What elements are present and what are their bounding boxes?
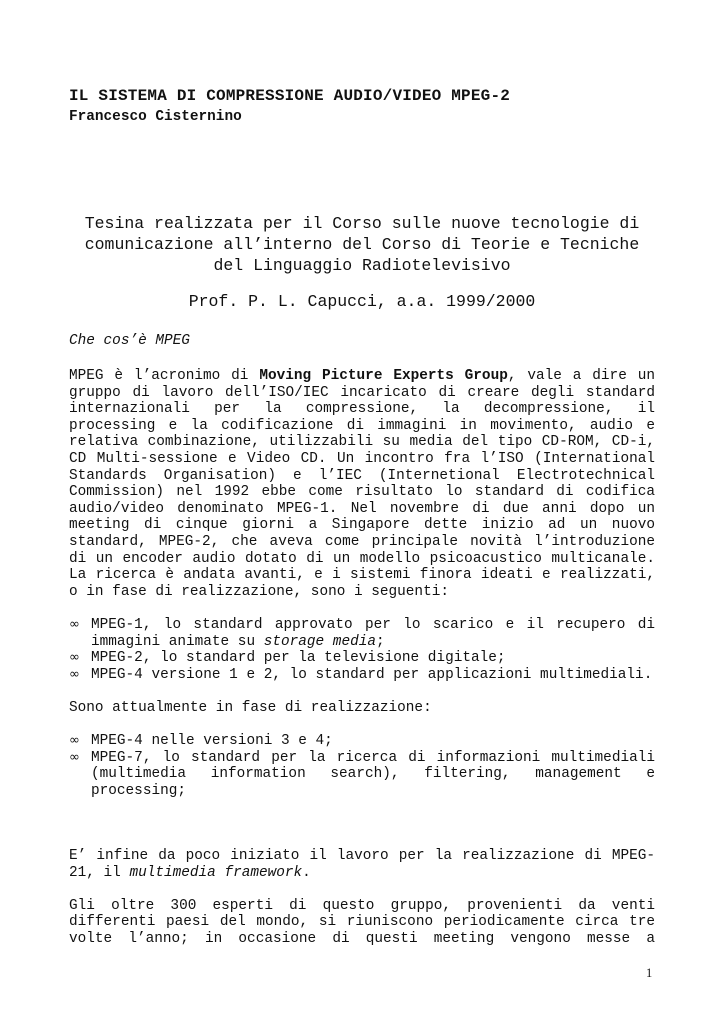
page-number: 1 — [646, 966, 653, 980]
document-title: IL SISTEMA DI COMPRESSIONE AUDIO/VIDEO MPEG-2 — [69, 87, 511, 105]
infinity-bullet-icon: ∞ — [69, 749, 80, 765]
standards-list — [69, 617, 655, 683]
list-item: ∞ MPEG-2, lo standard per la televisione digitale; — [69, 650, 506, 667]
professor-line: Prof. P. L. Capucci, a.a. 1999/2000 — [188, 292, 536, 311]
paragraph-experts: Gli oltre 300 esperti di questo gruppo, provenienti da venti differenti paesi del mondo, si riuniscono periodicamente circa tre volte l’anno; in occasione di questi meeting vengono messe a — [69, 897, 655, 947]
list-item: ∞ MPEG-4 nelle versioni 3 e 4; — [69, 733, 333, 750]
para1-text-end: , vale a dire un gruppo di lavoro dell’ISO/IEC incaricato di creare degli standard internazionali per la compressione, la decompressione, il processing e la codificazione di immagini in movimento, audio e relativa combinazione, utilizzabili su media del tipo CD-ROM, CD-i, CD Multi-sessione e Video CD. Un incontro fra l’ISO (International Standards Organisation) e l’IEC (Internetional Electrotechnical Commission) nel 1992 ebbe come risultato lo standard di codifica audio/video denominato MPEG-1. Nel novembre di due anni dopo un meeting di cinque giorni a Singapore dette inizio ad un nuovo standard, MPEG-2, che aveva come principale novità l’introduzione di un encoder audio dotato di un modello psicoacustico multicanale. La ricerca è andata avanti, e i sistemi finora ideati e realizzati, o in fase di realizzazione, sono i seguenti: — [69, 368, 655, 600]
paragraph-mpeg21: E’ infine da poco iniziato il lavoro per la realizzazione di MPEG-21, il multimedia framework. — [69, 848, 655, 881]
list-item: ∞ MPEG-7, lo standard per la ricerca di informazioni multimediali (multimedia information search), filtering, management e processing; — [69, 749, 655, 799]
section-body-part-1 — [69, 368, 655, 799]
para1-bold-term: Moving Picture Experts Group — [259, 368, 508, 384]
list-item: ∞ MPEG-1, lo standard approvato per lo scarico e il recupero di immagini animate su storage media; — [69, 616, 655, 650]
infinity-bullet-icon: ∞ — [69, 616, 80, 632]
paragraph-mpeg-intro — [69, 368, 655, 600]
section-heading: Che cos’è MPEG — [69, 333, 190, 349]
infinity-bullet-icon: ∞ — [69, 733, 80, 749]
in-progress-list — [69, 733, 655, 799]
document-author: Francesco Cisternino — [69, 109, 242, 125]
para1-text-start: MPEG è l’acronimo di — [69, 368, 260, 384]
infinity-bullet-icon: ∞ — [69, 650, 80, 666]
paragraph-in-progress: Sono attualmente in fase di realizzazione: — [69, 699, 432, 716]
list-item: ∞ MPEG-4 versione 1 e 2, lo standard per applicazioni multimediali. — [69, 666, 653, 683]
section-body-part-2 — [69, 848, 655, 948]
course-description: Tesina realizzata per il Corso sulle nuove tecnologie di comunicazione all’interno del Corso di Teorie e Tecniche del Linguaggio Radiotelevisivo — [84, 214, 640, 275]
infinity-bullet-icon: ∞ — [69, 666, 80, 682]
